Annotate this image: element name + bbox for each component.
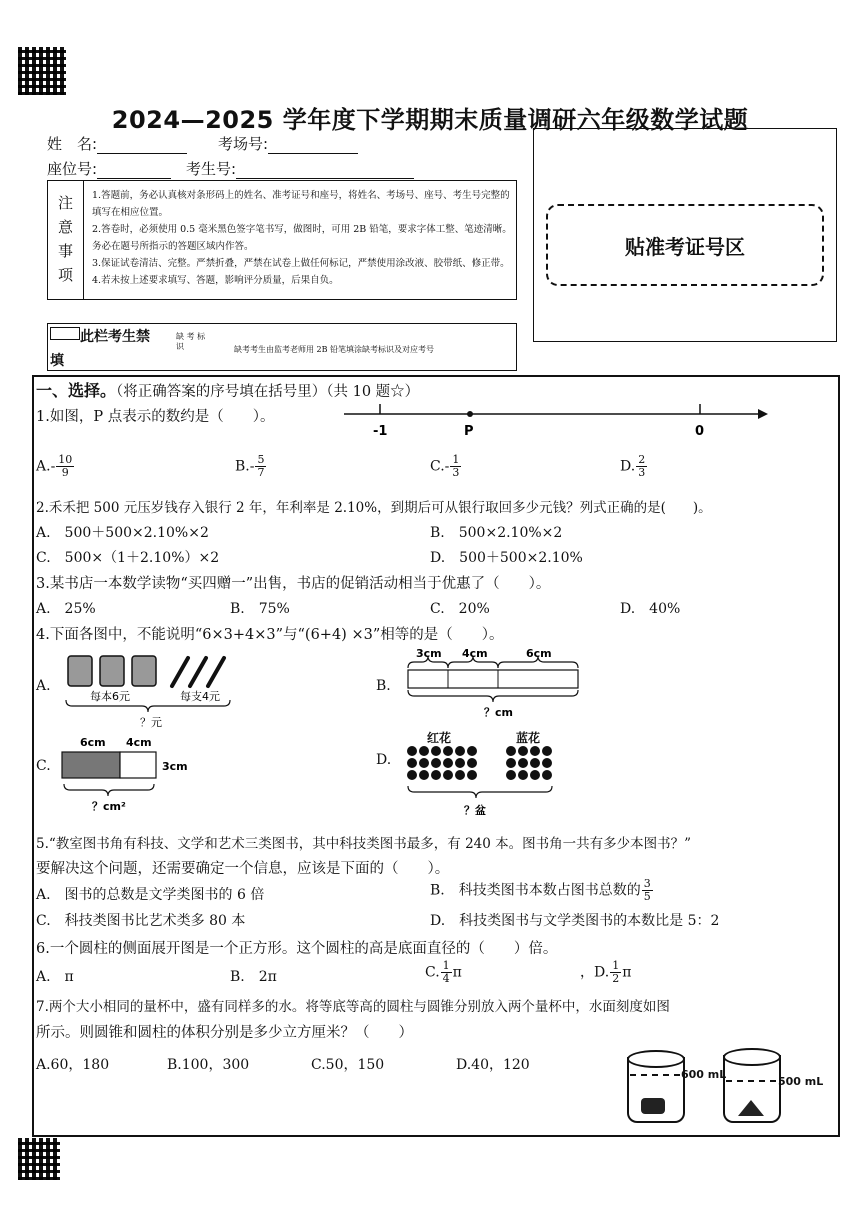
q3-option-c[interactable]: C. 20% [430,601,490,617]
q5-option-a[interactable]: A. 图书的总数是文学类图书的 6 倍 [36,887,265,903]
q3-option-a[interactable]: A. 25% [36,601,96,617]
q7-option-d[interactable]: D.40，120 [456,1057,530,1073]
absent-checkbox[interactable] [50,327,80,340]
page-title: 2024—2025 学年度下学期期末质量调研六年级数学试题 [111,106,749,134]
cup1-label: 600 mL [681,1068,727,1081]
q4-figure-a [60,650,250,732]
q4-text: 4.下面各图中，不能说明“6×3+4×3”与“(6+4) ×3”相等的是（ ）。 [36,627,504,643]
exam-room-field[interactable] [218,133,358,154]
q1-option-c[interactable]: C.- $\frac{1}{3}$ [430,453,460,479]
q7-option-c[interactable]: C.50，150 [311,1057,385,1073]
qr-code-top [18,47,66,95]
blue-flower-dots [506,746,552,780]
notice-box [47,180,517,300]
q6-option-a[interactable]: A. π [36,969,74,985]
q6-option-d[interactable]: ，D. $\frac{1}{2}$ π [580,959,632,985]
q4-option-d[interactable]: D. [376,752,392,768]
q4-figure-c [58,734,208,814]
svg-text:每本6元: 每本6元 [90,690,130,703]
q5-option-b[interactable]: B. 科技类图书本数占图书总数的 $\frac{3}{5}$ [430,877,651,903]
blue-flower-label: 蓝花 [516,731,541,745]
qr-code-bottom [18,1138,60,1180]
student-no-label: 考生号: [186,160,237,178]
q5-text-1: 5.“教室图书角有科技、文学和艺术三类图书，其中科技类图书最多，有 240 本。图书角一共有多少本图书？” [36,836,692,852]
cylinder-object [641,1098,665,1114]
q7-text-1: 7.两个大小相同的量杯中，盛有同样多的水。将等底等高的圆柱与圆锥分别放入两个量杯中，水面刻度如图 [36,999,670,1015]
pen-icon [172,658,224,686]
number-line [340,398,770,444]
q4-figure-b [400,646,590,722]
notice-line: 1.答题前，务必认真核对条形码上的姓名、准考证号和座号，将姓名、考场号、座号、考生号完整的填写在相应位置。 [92,190,510,218]
absent-mark-label: 缺 考 标 识 [176,332,206,351]
q2-text: 2.禾禾把 500 元压岁钱存入银行 2 年，年利率是 2.10%，到期后可从银行取回多少元钱？列式正确的是( )。 [36,500,712,516]
absent-label-2: 填 [50,353,64,369]
q1-option-b[interactable]: B.- $\frac{5}{7}$ [235,453,265,479]
axis-label-0: 0 [695,424,705,439]
svg-text:3cm: 3cm [162,760,188,773]
q5-text-2: 要解决这个问题，还需要确定一个信息，应该是下面的（ ）。 [36,861,450,877]
svg-text:6cm: 6cm [80,736,106,749]
notice-text [92,187,512,289]
svg-text:？盆: ？盆 [464,804,486,817]
svg-text:4cm: 4cm [462,647,488,660]
svg-text:？cm: ？cm [484,706,513,719]
q2-option-b[interactable]: B. 500×2.10%×2 [430,525,563,541]
absent-instruction: 缺考考生由监考老师用 2B 铅笔填涂缺考标识及对应考号 [234,345,435,354]
absent-label: 此栏考生禁 [80,329,150,345]
q4-option-a[interactable]: A. [36,678,51,694]
q5-option-d[interactable]: D. 科技类图书与文学类图书的本数比是 5：2 [430,913,720,929]
q4-option-b[interactable]: B. [376,678,391,694]
q6-option-c[interactable]: C. $\frac{1}{4}$ π [425,959,462,985]
q4-option-c[interactable]: C. [36,758,51,774]
seat-field[interactable] [47,158,171,179]
svg-text:4cm: 4cm [126,736,152,749]
q5-option-c[interactable]: C. 科技类图书比艺术类多 80 本 [36,913,246,929]
q6-text: 6.一个圆柱的侧面展开图是一个正方形。这个圆柱的高是底面直径的（ ）倍。 [36,941,558,957]
svg-text:6cm: 6cm [526,647,552,660]
q7-option-b[interactable]: B.100，300 [167,1057,250,1073]
absent-box [47,323,517,371]
q7-text-2: 所示。则圆锥和圆柱的体积分别是多少立方厘米？（ ） [36,1025,413,1041]
q1-option-a[interactable]: A.- $\frac{10}{9}$ [36,453,73,479]
q6-option-b[interactable]: B. 2π [230,969,277,985]
name-field[interactable] [47,133,187,154]
notice-line: 4.若未按上述要求填写、答题，影响评分质量，后果自负。 [92,275,339,286]
axis-label-p: P [464,424,474,439]
q3-option-d[interactable]: D. 40% [620,601,681,617]
q3-option-b[interactable]: B. 75% [230,601,290,617]
q1-text: 1.如图，P 点表示的数约是（ ）。 [36,409,275,425]
section-heading: 一、选择。（将正确答案的序号填在括号里）（共 10 题☆） [36,381,420,400]
svg-text:3cm: 3cm [416,647,442,660]
q2-option-c[interactable]: C. 500×（1＋2.10%）×2 [36,550,220,566]
cup2-label: 500 mL [778,1075,824,1088]
student-no-field[interactable] [186,158,414,179]
q2-option-a[interactable]: A. 500＋500×2.10%×2 [36,525,209,541]
q3-text: 3.某书店一本数学读物“买四赠一”出售，书店的促销活动相当于优惠了（ ）。 [36,576,551,592]
q2-option-d[interactable]: D. 500＋500×2.10% [430,550,583,566]
cone-object [738,1100,764,1116]
svg-text:？元: ？元 [140,716,162,729]
svg-text:？cm²: ？cm² [92,800,126,813]
admit-card-label: 贴准考证号区 [546,204,824,286]
seat-label: 座位号: [47,160,98,178]
name-label: 姓 名: [47,135,98,153]
exam-room-label: 考场号: [218,135,269,153]
q4-figure-d-brace [404,784,564,820]
q1-option-d[interactable]: D. $\frac{2}{3}$ [620,453,646,479]
notice-line: 2.答卷时，必须使用 0.5 毫米黑色签字笔书写，做图时，可用 2B 铅笔，要求字体工整、笔迹清晰。务必在题号所指示的答题区域内作答。 [92,224,512,252]
water-level-left [630,1074,680,1076]
admit-card-area [533,128,837,342]
q7-option-a[interactable]: A.60，180 [36,1057,110,1073]
red-flower-dots [407,746,477,780]
notice-side-label: 注 意 事 项 [48,181,84,299]
red-flower-label: 红花 [427,731,452,745]
notebook-icon [68,656,156,686]
notice-line: 3.保证试卷清洁、完整。严禁折叠，严禁在试卷上做任何标记，严禁使用涂改液、胶带纸、修正带。 [92,258,510,269]
axis-label-neg1: -1 [373,424,388,439]
svg-text:每支4元: 每支4元 [180,690,220,703]
water-level-right [726,1080,776,1082]
